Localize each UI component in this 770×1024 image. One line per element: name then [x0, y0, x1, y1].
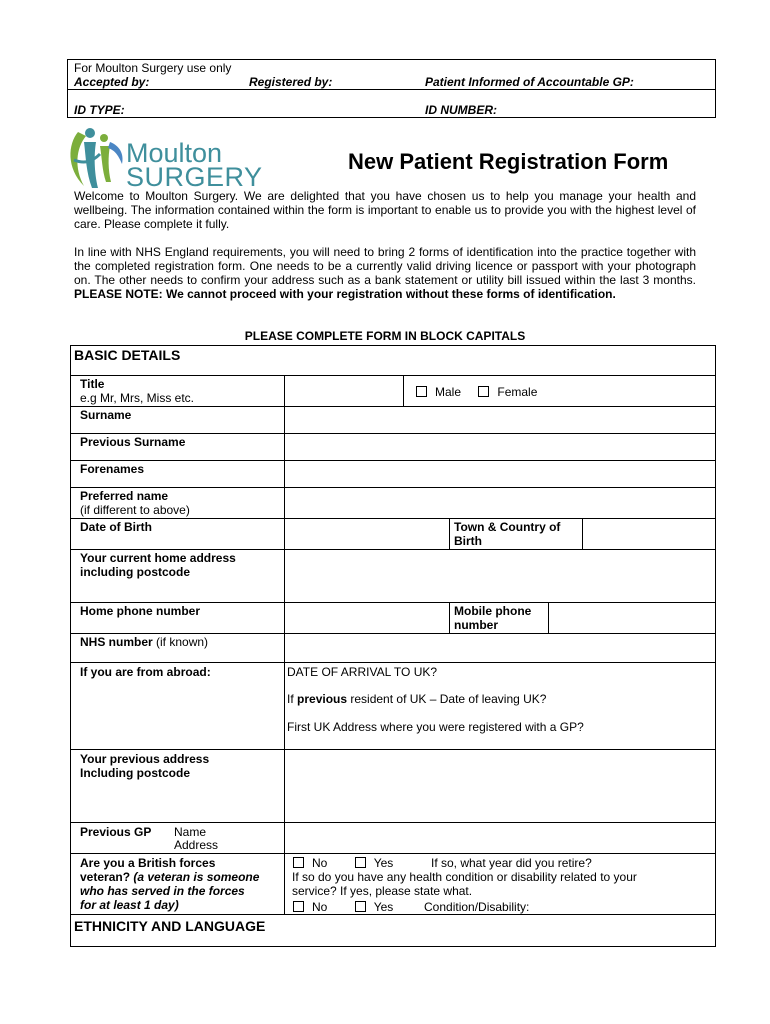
preferred-name-hint: (if different to above): [80, 503, 190, 517]
intro-id-requirements: In line with NHS England requirements, you will need to bring 2 forms of identification into the practice together with the completed registration form. One needs to be a currently valid driving licence or passport with your photograph on. The other needs to confirm your address such as a bank statement or utility bill issued within the last 3 months.: [74, 245, 696, 287]
previous-gp-name-label: Name: [174, 825, 207, 839]
condition-yes-checkbox[interactable]: [355, 901, 366, 912]
office-use-heading: For Moulton Surgery use only: [74, 61, 232, 75]
forces-label-1: Are you a British forces: [80, 856, 216, 870]
intro-paragraph-2: [74, 245, 696, 301]
accepted-by-label: Accepted by:: [74, 75, 150, 89]
previous-gp-input[interactable]: [284, 822, 716, 854]
nhs-number-label: [80, 635, 208, 649]
nhs-number-input[interactable]: [284, 633, 716, 663]
gender-options: [416, 385, 537, 399]
preferred-name-label: Preferred name: [80, 489, 169, 503]
title-hint: e.g Mr, Mrs, Miss etc.: [80, 391, 195, 405]
row-divider: [70, 518, 285, 519]
leaving-if: If: [287, 692, 298, 706]
forces-label-3: who has served in the forces: [80, 884, 245, 898]
home-phone-label: Home phone number: [80, 604, 201, 618]
previous-surname-label: Previous Surname: [80, 435, 186, 449]
row-divider: [70, 749, 285, 750]
family-emblem-icon: [64, 124, 124, 190]
leaving-rest: resident of UK – Date of leaving UK?: [347, 692, 547, 706]
arrival-question: DATE OF ARRIVAL TO UK?: [287, 665, 438, 679]
veteran-yes-label: Yes: [373, 856, 394, 870]
surname-input[interactable]: [284, 406, 716, 434]
previous-surname-input[interactable]: [284, 433, 716, 461]
logo-line-1: Moulton: [126, 138, 223, 168]
row-divider: [70, 853, 285, 854]
town-country-label-2: Birth: [454, 534, 482, 548]
retire-question: If so, what year did you retire?: [431, 856, 592, 870]
condition-no-label: No: [312, 900, 328, 914]
male-checkbox[interactable]: [416, 386, 427, 397]
abroad-label: If you are from abroad:: [80, 665, 211, 679]
health-question-1: If so do you have any health condition or disability related to your: [292, 870, 637, 884]
previous-gp-label: Previous GP: [80, 825, 152, 839]
title-label: Title: [80, 377, 105, 391]
forces-veteran-def: (a veteran is someone: [133, 870, 260, 884]
row-divider: [70, 549, 285, 550]
home-address-input[interactable]: [284, 549, 716, 603]
mobile-phone-input[interactable]: [548, 602, 716, 634]
id-type-label: ID TYPE:: [74, 103, 125, 117]
previous-gp-address-label: Address: [174, 838, 219, 852]
office-use-divider: [67, 89, 716, 90]
male-label: Male: [435, 385, 462, 399]
forces-label-4: for at least 1 day): [80, 898, 179, 912]
row-divider: [70, 822, 285, 823]
form-title: New Patient Registration Form: [348, 149, 669, 174]
first-uk-address-question: First UK Address where you were registered with a GP?: [287, 720, 584, 734]
nhs-number-label-bold: NHS number: [80, 635, 153, 649]
town-country-input[interactable]: [582, 518, 716, 550]
preferred-name-input[interactable]: [284, 487, 716, 519]
mobile-label-2: number: [454, 618, 499, 632]
female-checkbox[interactable]: [478, 386, 489, 397]
title-input[interactable]: [284, 375, 404, 407]
forenames-label: Forenames: [80, 462, 145, 476]
nhs-number-hint: (if known): [152, 635, 209, 649]
home-phone-input[interactable]: [284, 602, 450, 634]
home-address-label-2: including postcode: [80, 565, 190, 579]
dob-label: Date of Birth: [80, 520, 152, 534]
surname-label: Surname: [80, 408, 132, 422]
condition-no-checkbox[interactable]: [293, 901, 304, 912]
row-divider: [70, 602, 285, 603]
block-capitals-heading: PLEASE COMPLETE FORM IN BLOCK CAPITALS: [244, 329, 526, 343]
mobile-label-1: Mobile phone: [454, 604, 532, 618]
condition-label: Condition/Disability:: [424, 900, 530, 914]
female-label: Female: [497, 385, 538, 399]
registered-by-label: Registered by:: [249, 75, 333, 89]
row-divider: [70, 662, 285, 663]
veteran-no-label: No: [312, 856, 328, 870]
logo-line-2: SURGERY: [126, 162, 263, 192]
basic-details-heading: BASIC DETAILS: [74, 347, 181, 363]
veteran-no-checkbox[interactable]: [293, 857, 304, 868]
forenames-input[interactable]: [284, 460, 716, 488]
row-divider: [70, 914, 716, 915]
home-address-label-1: Your current home address: [80, 551, 236, 565]
veteran-options: [293, 856, 393, 870]
condition-options: [293, 900, 393, 914]
health-question-2: service? If yes, please state what.: [292, 884, 473, 898]
row-divider: [70, 633, 285, 634]
row-divider: [70, 406, 285, 407]
ethnicity-heading: ETHNICITY AND LANGUAGE: [74, 918, 266, 934]
town-country-label-1: Town & Country of: [454, 520, 561, 534]
previous-address-label-1: Your previous address: [80, 752, 210, 766]
veteran-yes-checkbox[interactable]: [355, 857, 366, 868]
moulton-surgery-logo: [64, 124, 263, 192]
intro-please-note: PLEASE NOTE: We cannot proceed with your registration without these forms of identification.: [74, 287, 616, 301]
patient-informed-label: Patient Informed of Accountable GP:: [425, 75, 634, 89]
leaving-previous: previous: [297, 692, 348, 706]
intro-paragraph-1: Welcome to Moulton Surgery. We are delighted that you have chosen us to help you manage your health and wellbeing. The information contained within the form is important to enable us to provide you with the highest level of care. Please complete it fully.: [74, 189, 696, 231]
condition-yes-label: Yes: [373, 900, 394, 914]
forces-veteran: veteran?: [80, 870, 134, 884]
row-divider: [70, 487, 285, 488]
row-divider: [70, 460, 285, 461]
dob-input[interactable]: [284, 518, 450, 550]
forces-label-2: [80, 870, 259, 884]
id-number-label: ID NUMBER:: [425, 103, 497, 117]
row-divider: [70, 433, 285, 434]
previous-address-label-2: Including postcode: [80, 766, 190, 780]
previous-address-input[interactable]: [284, 749, 716, 823]
leaving-question: [287, 692, 546, 706]
